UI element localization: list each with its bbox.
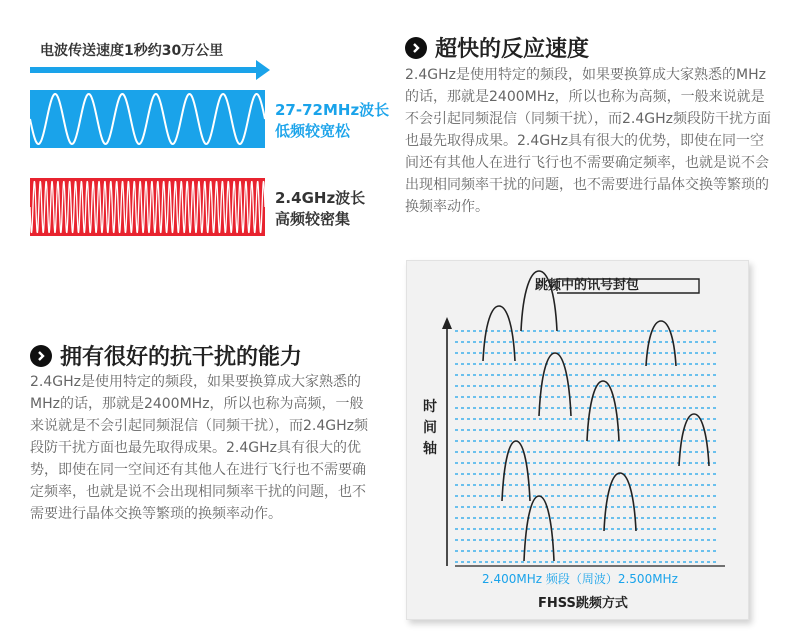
speed-arrow-icon <box>30 60 270 80</box>
low-frequency-caption <box>275 100 389 142</box>
high-frequency-sine <box>30 181 265 233</box>
time-axis-label: 时间轴 <box>423 399 437 457</box>
packet-label: 跳频中的讯号封包 <box>535 278 640 293</box>
anti-interference-paragraph: 2.4GHz是使用特定的频段，如果要换算成大家熟悉的MHz的话，那就是2400MHz，所以也称为高频，一般来说就是不会引起同频混信（同频干扰），而2.4GHz频段防干扰方面也最先取得成果。2.4GHz具有很大的优势，即使在同一空间还有其他人在进行飞行也不需要确定频率，也就是说不会出现相同频率干扰的问题，也不需要进行晶体交换等繁琐的换频率动作。 <box>30 374 368 522</box>
anti-interference-title: 拥有很好的抗干扰的能力 <box>60 345 303 370</box>
anti-interference-heading <box>30 340 302 371</box>
fhss-diagram <box>406 260 749 620</box>
fast-response-heading <box>405 32 589 63</box>
high-frequency-line2: 高频较密集 <box>275 210 351 228</box>
arrow-up-icon <box>442 317 452 329</box>
signal-packet <box>587 381 619 441</box>
fhss-caption: FHSS跳频方式 <box>538 596 628 611</box>
high-frequency-caption <box>275 188 365 230</box>
signal-packet <box>604 473 636 531</box>
speed-label: 电波传送速度1秒约30万公里 <box>40 43 224 59</box>
chevron-right-icon <box>30 345 52 367</box>
signal-packet <box>502 441 530 501</box>
low-frequency-line2: 低频较宽松 <box>275 122 351 140</box>
chevron-right-icon <box>405 37 427 59</box>
low-frequency-sine <box>30 94 265 144</box>
low-frequency-wave <box>30 90 265 148</box>
signal-packet <box>679 414 709 466</box>
frequency-band-label: 2.400MHz 频段（周波）2.500MHz <box>482 572 678 586</box>
low-frequency-line1: 27-72MHz波长 <box>275 101 390 119</box>
signal-packet <box>646 321 676 366</box>
high-frequency-wave <box>30 178 265 236</box>
signal-packet <box>539 353 571 416</box>
fast-response-title: 超快的反应速度 <box>435 37 590 62</box>
high-frequency-line1: 2.4GHz波长 <box>275 189 366 207</box>
fast-response-paragraph: 2.4GHz是使用特定的频段，如果要换算成大家熟悉的MHz的话，那就是2400MHz，所以也称为高频，一般来说就是不会引起同频混信（同频干扰），而2.4GHz频段防干扰方面也最先取得成果。2.4GHz具有很大的优势，即使在同一空间还有其他人在进行飞行也不需要确定频率，也就是说不会出现相同频率干扰的问题，也不需要进行晶体交换等繁琐的换频率动作。 <box>405 67 771 215</box>
